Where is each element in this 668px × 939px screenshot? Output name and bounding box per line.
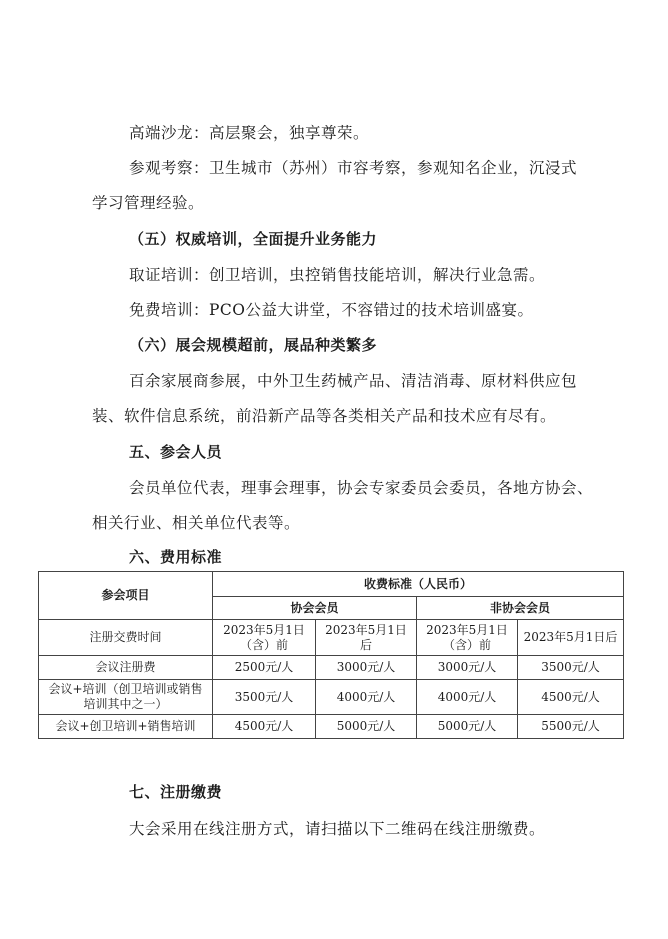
visit-text-1: 参观考察：卫生城市（苏州）市容考察，参观知名企业，沉浸式: [129, 159, 578, 177]
fee-cell: 4000元/人: [316, 680, 417, 715]
member-after-line-1: 2023年5月1日: [325, 622, 407, 637]
row-item-line-2: 培训其中之一）: [83, 697, 168, 711]
nonmember-before-cell: [417, 620, 518, 656]
heading-5: （五）权威培训，全面提升业务能力: [129, 230, 378, 248]
fee-table: [38, 571, 624, 739]
member-after-cell: [316, 620, 417, 656]
member-before-line-2: （含）前: [239, 637, 288, 652]
section-6-heading: 六、费用标准: [129, 548, 223, 566]
registration-text: 大会采用在线注册方式，请扫描以下二维码在线注册缴费。: [129, 820, 546, 838]
header-item: 参会项目: [39, 572, 213, 620]
fee-cell: 5000元/人: [417, 715, 518, 739]
salon-text: 高端沙龙：高层聚会，独享尊荣。: [129, 124, 370, 142]
nonmember-after-cell: 2023年5月1日后: [518, 620, 624, 656]
fee-cell: 3500元/人: [518, 656, 624, 680]
fee-cell: 4500元/人: [213, 715, 316, 739]
nonmember-before-line-2: （含）前: [442, 637, 491, 652]
expo-text-2: 装、软件信息系统，前沿新产品等各类相关产品和技术应有尽有。: [92, 407, 557, 425]
row-item: 会议+创卫培训+销售培训: [39, 715, 213, 739]
attendees-text-1: 会员单位代表，理事会理事，协会专家委员会委员，各地方协会、: [129, 479, 594, 497]
header-standard: 收费标准（人民币）: [213, 572, 624, 597]
fee-cell: 3000元/人: [316, 656, 417, 680]
table-row: [39, 656, 624, 680]
fee-cell: 4000元/人: [417, 680, 518, 715]
table-row: [39, 680, 624, 715]
member-before-cell: [213, 620, 316, 656]
cert-training-text: 取证培训：创卫培训，虫控销售技能培训，解决行业急需。: [129, 266, 546, 284]
section-7-heading: 七、注册缴费: [129, 783, 223, 801]
expo-text-1: 百余家展商参展，中外卫生药械产品、清洁消毒、原材料供应包: [129, 372, 578, 390]
heading-6: （六）展会规模超前，展品种类繁多: [129, 336, 378, 354]
header-member: 协会会员: [213, 597, 417, 620]
fee-cell: 2500元/人: [213, 656, 316, 680]
nonmember-before-line-1: 2023年5月1日: [426, 622, 508, 637]
row-item-line-1: 会议+培训（创卫培训或销售: [48, 682, 203, 696]
fee-cell: 3500元/人: [213, 680, 316, 715]
visit-text-2: 学习管理经验。: [92, 194, 205, 212]
table-row: [39, 715, 624, 739]
fee-cell: 5000元/人: [316, 715, 417, 739]
fee-cell: 4500元/人: [518, 680, 624, 715]
attendees-text-2: 相关行业、相关单位代表等。: [92, 514, 301, 532]
reg-time-label: 注册交费时间: [39, 620, 213, 656]
header-non-member: 非协会会员: [417, 597, 624, 620]
row-item: [39, 680, 213, 715]
member-before-line-1: 2023年5月1日: [223, 622, 305, 637]
member-after-line-2: 后: [359, 637, 372, 652]
free-training-text: 免费培训：PCO公益大讲堂，不容错过的技术培训盛宴。: [129, 301, 534, 319]
section-5-heading: 五、参会人员: [129, 443, 223, 461]
row-item: 会议注册费: [39, 656, 213, 680]
fee-cell: 5500元/人: [518, 715, 624, 739]
fee-cell: 3000元/人: [417, 656, 518, 680]
